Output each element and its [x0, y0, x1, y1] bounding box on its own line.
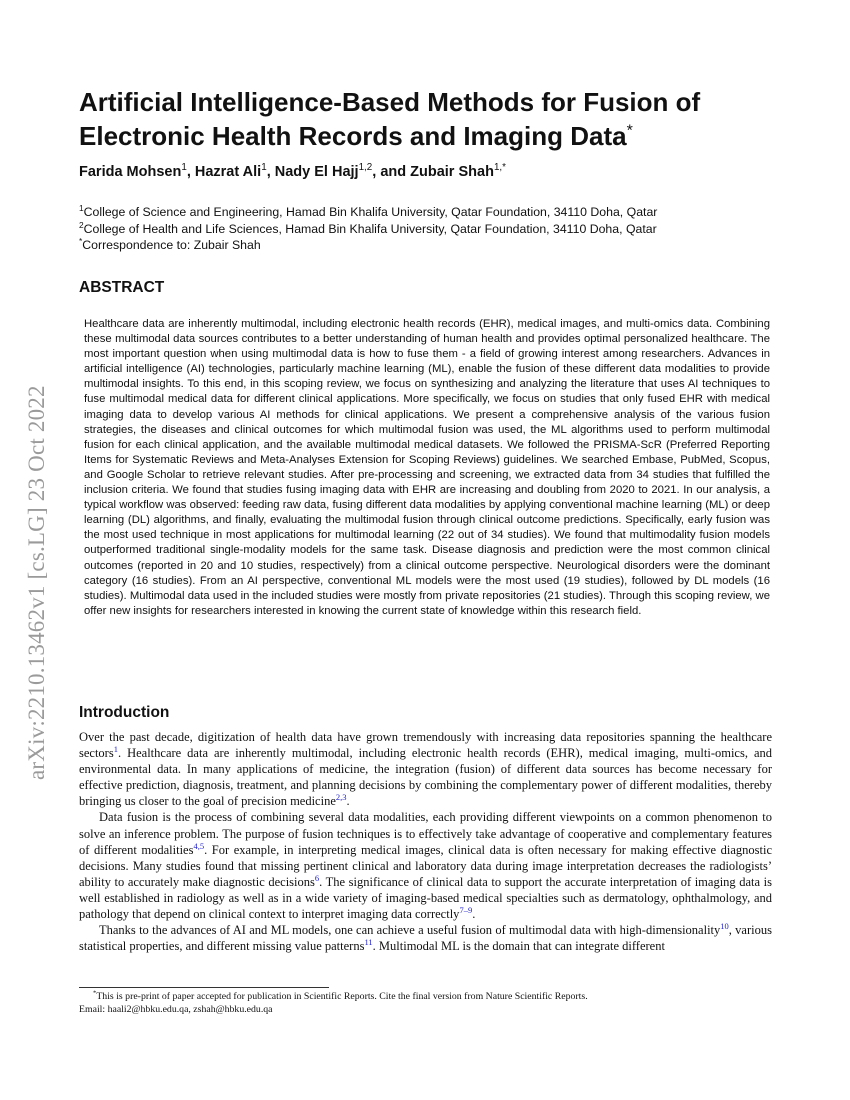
affiliation-line	[79, 204, 799, 221]
body-paragraph	[79, 922, 772, 954]
footnote-note-text: This is pre-print of paper accepted for publication in Scientific Reports. Cite the final version from Nature Scientific Reports.	[96, 991, 588, 1002]
author-affiliation-marker: 1	[181, 162, 187, 174]
abstract-text: Healthcare data are inherently multimodal, including electronic health records (EHR), medical images, and multi-omics data. Combining these multimodal data sources contributes to a better understanding of human health and provides optimal personalized healthcare. The most important question when using multimodal data is how to fuse them - a field of growing interest among researchers. Advances in artificial intelligence (AI) technologies, particularly machine learning (ML), enable the fusion of these different data modalities to provide multimodal insights. To this end, in this scoping review, we focus on synthesizing and analyzing the literature that uses AI techniques to fuse multimodal medical data for different clinical applications. More specifically, we focus on studies that only fused EHR with medical imaging data to develop various AI methods for clinical applications. We present a comprehensive analysis of the various fusion strategies, the diseases and clinical outcomes for which multimodal fusion was used, the ML algorithms used to perform multimodal fusion for each clinical application, and the available multimodal medical datasets. We followed the PRISMA-ScR (Preferred Reporting Items for Systematic Reviews and Meta-Analyses Extension for Scoping Reviews) guidelines. We searched Embase, PubMed, Scopus, and Google Scholar to retrieve relevant studies. After pre-processing and screening, we extracted data from 34 studies that fulfilled the inclusion criteria. We found that studies fusing imaging data with EHR are increasing and doubling from 2020 to 2021. In our analysis, a typical workflow was observed: feeding raw data, fusing different data modalities by applying conventional machine learning (ML) or deep learning (DL) algorithms, and finally, evaluating the multimodal fusion through clinical outcome predictions. Specifically, early fusion was the most used technique in most applications for multimodal learning (22 out of 34 studies). We found that multimodality fusion models outperformed traditional single-modality models for the same task. Disease diagnosis and prediction were the most common clinical outcomes (reported in 20 and 10 studies, respectively) from a clinical outcome perspective. Neurological disorders were the dominant category (16 studies). From an AI perspective, conventional ML models were the most used (19 studies), followed by DL models (16 studies). Multimodal data used in the included studies were mostly from private repositories (21 studies). Through this scoping review, we offer new insights for researchers interested in knowing the current state of knowledge within this research field.	[84, 318, 770, 617]
affiliation-line	[79, 237, 799, 254]
author-name: Farida Mohsen	[79, 164, 182, 180]
author-affiliation-marker: 1,*	[493, 162, 506, 174]
paper-title	[79, 85, 779, 153]
body-text: Data fusion is the process of combining several data modalities, each providing different viewpoints on a common phenomenon to solve an inference problem. The purpose of fusion techniques is to effectively take advantage of cooperative and complementary features of different modalities	[79, 810, 772, 857]
affiliation-marker: 2	[79, 219, 84, 230]
author-separator: ,	[186, 164, 195, 180]
body-text: . Healthcare data are inherently multimodal, including electronic health records (EHR), medical imaging, multi-omics, and environmental data. In many applications of medicine, the integration (fusion) of different data sources has become necessary for effective prediction, diagnosis, treatment, and planning decisions by combining the complementary power of different modalities, thereby bringing us closer to the goal of precision medicine	[79, 746, 772, 809]
citation-link[interactable]: 10	[720, 920, 729, 931]
author-list	[79, 162, 779, 182]
arxiv-id-text: arXiv:2210.13462v1 [cs.LG] 23 Oct 2022	[24, 385, 49, 780]
author-affiliation-marker: 1,2	[358, 162, 373, 174]
affiliation-text: College of Science and Engineering, Hamad Bin Khalifa University, Qatar Foundation, 34110 Doha, Qatar	[83, 205, 658, 219]
author-name: Zubair Shah	[410, 164, 494, 180]
body-text: . The significance of clinical data to support the accurate interpretation of imaging data is well established in radiology as well as in a wide variety of imaging-based medical specialties such as dermatology, ophthalmology, and pathology that depend on clinical context to interpret imaging data correctly	[79, 874, 772, 922]
introduction-body	[79, 729, 772, 954]
abstract-heading: ABSTRACT	[79, 279, 165, 296]
title-footnote-marker: *	[626, 122, 633, 140]
body-text: Over the past decade, digitization of health data have grown tremendously with increasing data repositories spanning the healthcare sectors	[79, 730, 772, 761]
body-text: . Multimodal ML is the domain that can integrate different	[372, 939, 665, 954]
citation-link[interactable]: 2,3	[335, 792, 347, 803]
author-name: Nady El Hajj	[274, 164, 359, 180]
body-paragraph	[79, 729, 772, 809]
body-paragraph	[79, 809, 772, 922]
author-separator: ,	[266, 164, 275, 180]
body-text: . For example, in interpreting medical images, clinical data is often necessary for making effective diagnostic decisions. Many studies found that missing pertinent clinical and laboratory data during image interpretation decreases the radiologists’ ability to accurately make diagnostic decisions	[79, 842, 772, 889]
body-text: , various statistical properties, and different missing value patterns	[79, 923, 772, 954]
affiliation-line	[79, 221, 799, 238]
author-affiliation-marker: 1	[261, 162, 267, 174]
body-text: .	[472, 907, 476, 922]
author-name: Hazrat Ali	[194, 164, 262, 180]
citation-link[interactable]: 7–9	[459, 904, 473, 915]
footnote-divider	[79, 987, 329, 988]
paper-title-text: Artificial Intelligence-Based Methods for Fusion of Electronic Health Records and Imaging Data	[79, 87, 701, 151]
affiliation-marker: *	[79, 235, 83, 246]
affiliation-text: College of Health and Life Sciences, Hamad Bin Khalifa University, Qatar Foundation, 34110 Doha, Qatar	[83, 221, 657, 236]
footnote-email: Email: haali2@hbku.edu.qa, zshah@hbku.edu.qa	[79, 1004, 273, 1015]
affiliation-text: Correspondence to: Zubair Shah	[82, 238, 261, 252]
introduction-heading: Introduction	[79, 704, 170, 721]
footnotes	[79, 990, 779, 1016]
citation-link[interactable]: 4,5	[193, 840, 205, 851]
citation-link[interactable]: 11	[364, 937, 373, 948]
author-separator: , and	[372, 164, 411, 180]
footnote-preprint-note	[79, 990, 779, 1003]
affiliation-marker: 1	[79, 202, 84, 213]
body-text: .	[346, 794, 350, 809]
citation-link[interactable]: 6	[314, 872, 320, 883]
affiliation-list	[79, 204, 799, 254]
body-text: Thanks to the advances of AI and ML models, one can achieve a useful fusion of multimodal data with high-dimensionality	[99, 923, 721, 938]
citation-link[interactable]: 1	[113, 743, 118, 754]
footnote-marker: *	[93, 989, 97, 997]
arxiv-identifier-stamp	[18, 310, 49, 780]
